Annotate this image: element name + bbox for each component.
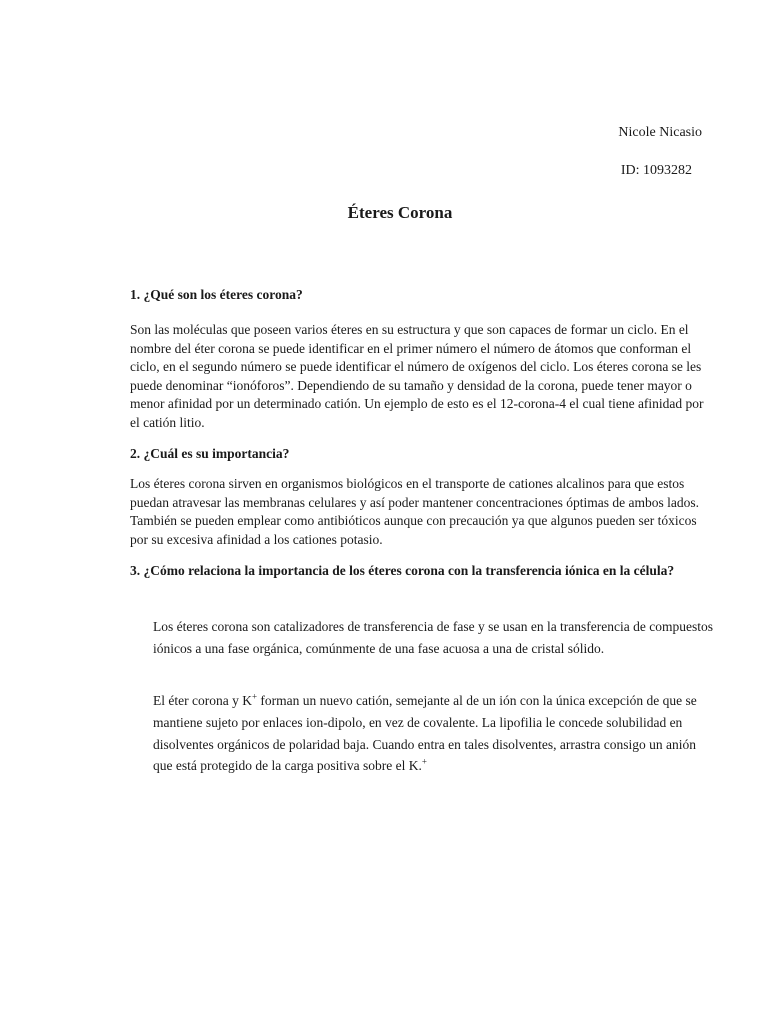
section-1-paragraph: Son las moléculas que poseen varios éteres en su estructura y que son capaces de formar un ciclo. En el nombre del éter corona se puede identificar en el primer número el número de átomos que conforman el ciclo, en el segundo número se puede identificar el número de oxígenos del ciclo. Los éteres corona se les puede denominar “ionóforos”. Dependiendo de su tamaño y densidad de la corona, puede tener mayor o menor afinidad por un determinado catión. Un ejemplo de esto es el 12-corona-4 el cual tiene afinidad por el catión litio. <box>130 322 704 430</box>
document-title: Éteres Corona <box>347 203 453 222</box>
section-2-question: 2. ¿Cuál es su importancia? <box>130 446 290 461</box>
section-2 <box>130 444 710 464</box>
potassium-charge-superscript: + <box>251 691 258 702</box>
author-name: Nicole Nicasio <box>618 125 702 140</box>
section-3-question: 3. ¿Cómo relaciona la importancia de los éteres corona con la transferencia iónica en la célula? <box>130 563 675 578</box>
section-3-paragraph-2-start: El éter corona y K <box>153 693 252 708</box>
section-3-paragraph-1: Los éteres corona son catalizadores de transferencia de fase y se usan en la transferencia de compuestos iónicos a una fase orgánica, comúnmente de una fase acuosa a una de cristal sólido. <box>153 619 713 656</box>
section-1 <box>130 285 710 305</box>
section-2-body <box>130 475 710 549</box>
section-3-paragraph-2-rest: forman un nuevo catión, semejante al de un ión con la única excepción de que se mantiene sujeto por enlaces ion-dipolo, en vez de covalente. La lipofilia le concede solubilidad en disolventes orgánicos de polaridad baja. Cuando entra en tales disolventes, arrastra consigo un anión que está protegido de la carga positiva sobre el K. <box>153 693 697 774</box>
potassium-charge-superscript-end: + <box>421 756 427 767</box>
student-id: ID: 1093282 <box>620 163 692 178</box>
section-1-body <box>130 321 710 433</box>
section-1-question: 1. ¿Qué son los éteres corona? <box>130 287 303 302</box>
section-2-paragraph: Los éteres corona sirven en organismos biológicos en el transporte de cationes alcalinos para que estos puedan atravesar las membranas celulares y así poder mantener concentraciones óptimas de ambos lados. También se pueden emplear como antibióticos aunque con precaución ya que algunos pueden ser tóxicos por su excesiva afinidad a los cationes potasio. <box>130 476 700 547</box>
section-3-paragraph-2 <box>153 690 713 777</box>
